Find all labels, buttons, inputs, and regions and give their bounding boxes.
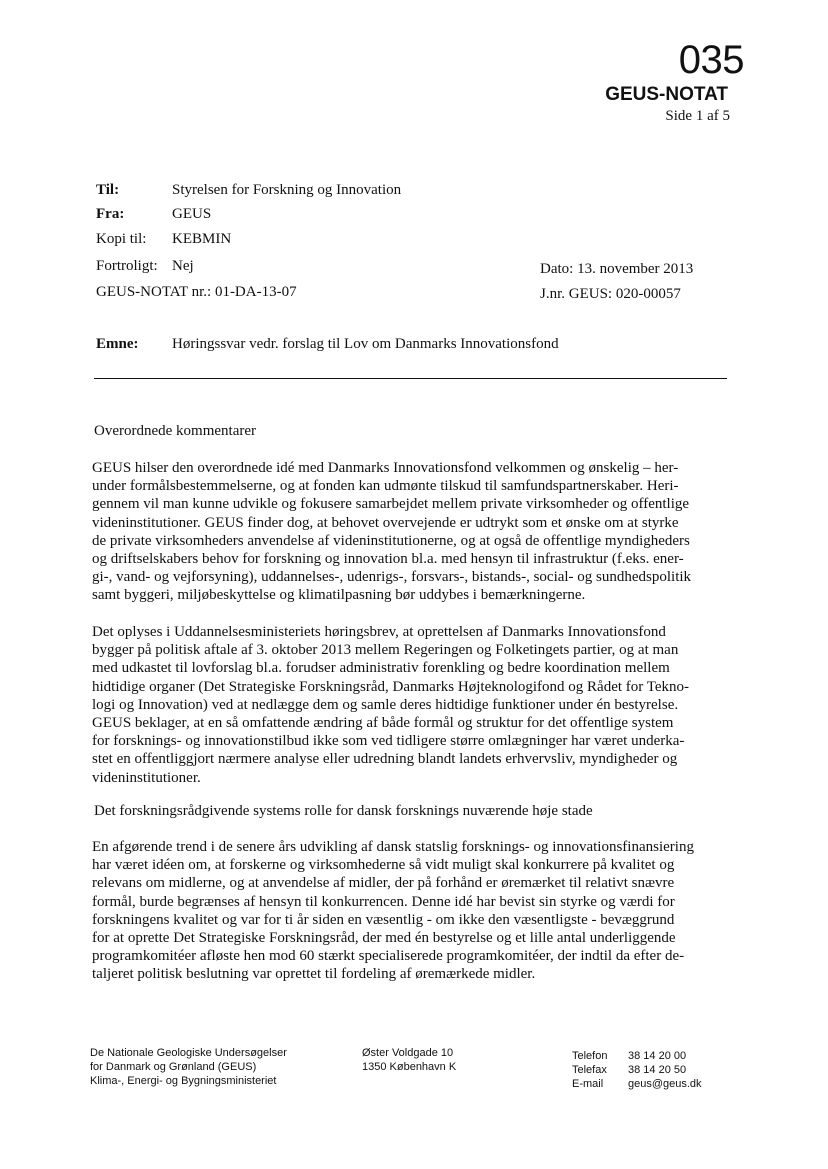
document-date: Dato: 13. november 2013 [540,261,694,277]
footer-phone-value: 38 14 20 00 [628,1050,687,1062]
paragraph-line: de private virksomheders anvendelse af videninstitutionerne, og at også de offentlige myndigheders [92,532,690,549]
footer-org-line: Klima-, Energi- og Bygningsministeriet [90,1075,277,1087]
paragraph-line: videninstitutioner. GEUS finder dog, at behovet overvejende er udtrykt som et ønske om at styrke [92,514,679,531]
note-number: GEUS-NOTAT nr.: 01-DA-13-07 [96,284,297,300]
to-value: Styrelsen for Forskning og Innovation [172,182,402,198]
paragraph-line: forskningens kvalitet og var for ti år siden en væsentlig - om ikke den væsentligste - bevæggrund [92,911,675,928]
paragraph-line: En afgørende trend i de senere års udvikling af dansk statslig forsknings- og innovationsfinansiering [92,839,694,855]
paragraph-line: gennem vil man kunne udvikle og fokusere samarbejdet mellem private virksomheder og offentlige [92,496,690,513]
footer-address [362,1046,456,1074]
footer-phone-row [572,1049,702,1063]
footer-organization [90,1046,287,1088]
paragraph-line: programkomitéer afløste hen mod 60 stærkt specialiserede programkomitéer, der indtil da efter de- [92,948,685,965]
journal-number: J.nr. GEUS: 020-00057 [540,286,681,302]
page-indicator: Side 1 af 5 [665,108,730,124]
paragraph-line: stet en offentliggjort nærmere analyse eller udredning blandt landets erhvervsliv, myndigheder og [92,751,678,768]
paragraph-line: relevans om midlerne, og at anvendelse af midler, der på forhånd er øremærket til relativt snævre [92,875,675,892]
footer-org-line: De Nationale Geologiske Undersøgelser [90,1047,287,1059]
paragraph-line: har været idéen om, at forskerne og virksomhederne så vidt muligt skal konkurrere på kvalitet og [92,857,675,874]
footer-fax-label: Telefax [572,1064,607,1076]
subject-label: Emne: [96,336,139,352]
footer-fax-value: 38 14 20 50 [628,1064,687,1076]
footer-fax-row [572,1063,702,1077]
from-label: Fra: [96,206,125,222]
header-divider [94,378,727,379]
paragraph-overall-comments [92,459,722,605]
footer-contact [572,1049,702,1091]
confidential-label: Fortroligt: [96,258,158,274]
footer-address-line: Øster Voldgade 10 [362,1047,454,1059]
subject-value: Høringssvar vedr. forslag til Lov om Danmarks Innovationsfond [172,336,559,352]
section-heading-overall: Overordnede kommentarer [94,423,257,439]
footer-address-line: 1350 København K [362,1061,457,1073]
paragraph-line: for at oprette Det Strategiske Forskningsråd, der med én bestyrelse og et lille antal underliggende [92,930,676,947]
paragraph-line: taljeret politisk beslutning var oprettet til fordeling af øremærkede midler. [92,966,536,983]
paragraph-line: med udkastet til lovforslag bl.a. forudser administrativ forenkling og bedre koordination mellem [92,660,670,677]
to-label: Til: [96,182,120,198]
from-value: GEUS [172,206,212,222]
section-heading-research-councils: Det forskningsrådgivende systems rolle for dansk forsknings nuværende høje stade [94,803,593,819]
paragraph-line: under formålsbestemmelserne, og at fonden kan udmønte tilskud til samfundspartnerskaber. Heri- [92,478,679,495]
paragraph-line: samt byggeri, miljøbeskyttelse og klimatilpasning bør uddybes i bemærkningerne. [92,587,586,604]
footer-org-line: for Danmark og Grønland (GEUS) [90,1061,257,1073]
paragraph-line: for forsknings- og innovationstilbud ikke som ved tidligere større omlægninger har været underka- [92,733,685,750]
paragraph-line: og driftselskabers behov for forskning og innovation bl.a. med hensyn til infrastruktur (f.eks. ener- [92,551,684,568]
paragraph-line: Det oplyses i Uddannelsesministeriets høringsbrev, at oprettelsen af Danmarks Innovationsfond [92,624,666,640]
paragraph-line: GEUS hilser den overordnede idé med Danmarks Innovationsfond velkommen og ønskelig – her- [92,460,679,476]
copy-label: Kopi til: [96,231,147,247]
copy-value: KEBMIN [172,231,232,247]
paragraph-line: formål, burde begrænses af hensyn til konkurrencen. Denne idé har bevist sin styrke og værdi for [92,893,675,910]
paragraph-line: hidtidige organer (Det Strategiske Forskningsråd, Danmarks Højteknologifond og Rådet for Tekno- [92,678,690,695]
footer-phone-label: Telefon [572,1050,608,1062]
paragraph-line: GEUS beklager, at en så omfattende ændring af både formål og struktur for det offentlige system [92,715,674,732]
paragraph-line: logi og Innovation) ved at nedlægge dem og samle deres hidtidige funktioner under én bestyrelse. [92,696,679,713]
footer-email-value: geus@geus.dk [628,1078,702,1090]
document-type: GEUS-NOTAT [605,84,728,105]
paragraph-line: bygger på politisk aftale af 3. oktober 2013 mellem Regeringen og Folketingets partier, og at man [92,642,679,659]
footer-email-row [572,1077,702,1091]
document-number: 035 [678,38,744,82]
footer-email-label: E-mail [572,1078,604,1090]
paragraph-hearing-letter [92,623,722,787]
paragraph-line: videninstitutioner. [92,769,201,786]
paragraph-line: gi-, vand- og vejforsyning), uddannelses-, udenrigs-, forsvars-, bistands-, social- og sundhedspolitik [92,569,692,586]
confidential-value: Nej [172,258,194,274]
paragraph-research-trend [92,838,722,984]
